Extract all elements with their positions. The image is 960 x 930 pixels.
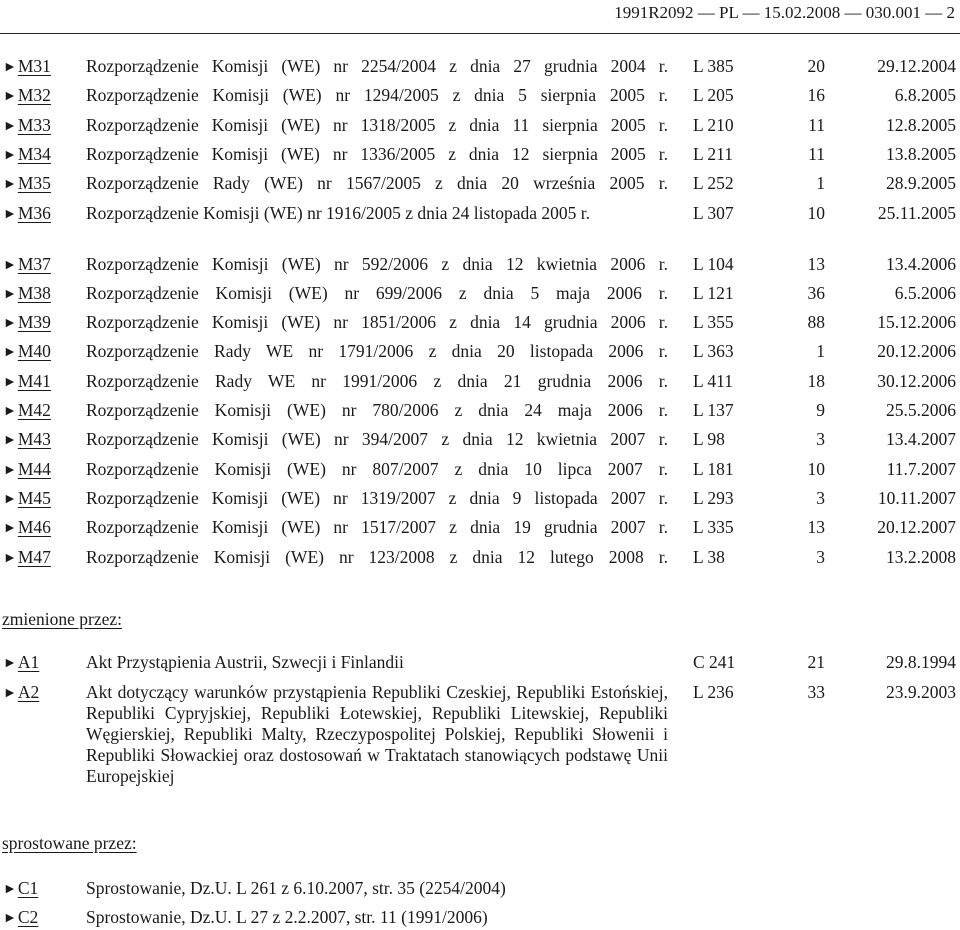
arrow-right-icon: ► <box>3 89 17 105</box>
arrow-right-icon: ► <box>3 911 17 926</box>
reference-description: Rozporządzenie Komisji (WE) nr 123/2008 z dnia 12 lutego 2008 r. <box>86 546 668 567</box>
reference-description: Rozporządzenie Komisji (WE) nr 1336/2005 z dnia 12 sierpnia 2005 r. <box>86 143 668 164</box>
publication-date: 28.9.2005 <box>886 173 956 194</box>
page-number: 3 <box>816 429 825 450</box>
page-number: 88 <box>807 312 825 333</box>
reference-marker <box>3 115 51 137</box>
reference-marker <box>3 371 51 393</box>
reference-code-link[interactable]: M45 <box>17 487 51 508</box>
reference-marker <box>3 85 51 107</box>
reference-description: Rozporządzenie Rady (WE) nr 1567/2005 z dnia 20 września 2005 r. <box>86 173 668 194</box>
reference-description: Sprostowanie, Dz.U. L 261 z 6.10.2007, str. 35 (2254/2004) <box>86 878 506 898</box>
reference-description: Rozporządzenie Komisji (WE) nr 1319/2007 z dnia 9 listopada 2007 r. <box>86 487 668 508</box>
reference-marker <box>3 547 51 569</box>
reference-marker <box>3 878 38 900</box>
reference-code-link[interactable]: M43 <box>17 429 51 450</box>
reference-marker <box>3 459 51 481</box>
reference-marker <box>3 341 51 363</box>
page-number: 10 <box>807 458 825 479</box>
page-number: 20 <box>807 56 825 76</box>
reference-description: Rozporządzenie Komisji (WE) nr 1318/2005 z dnia 11 sierpnia 2005 r. <box>86 114 668 135</box>
publication-date: 30.12.2006 <box>877 370 956 391</box>
reference-code-link[interactable]: M38 <box>17 282 51 303</box>
journal-reference: L 307 <box>693 202 734 223</box>
reference-code-link[interactable]: C2 <box>17 907 39 927</box>
reference-code-link[interactable]: M39 <box>17 312 51 333</box>
reference-code-link[interactable]: M36 <box>17 202 51 223</box>
reference-description: Rozporządzenie Rady WE nr 1991/2006 z dnia 21 grudnia 2006 r. <box>86 370 668 391</box>
publication-date: 12.8.2005 <box>886 114 956 135</box>
arrow-right-icon: ► <box>3 491 17 507</box>
reference-description: Rozporządzenie Komisji (WE) nr 1517/2007 z dnia 19 grudnia 2007 r. <box>86 517 668 538</box>
page-number: 3 <box>816 546 825 567</box>
reference-code-link[interactable]: M47 <box>17 546 51 567</box>
page-number: 11 <box>808 114 825 135</box>
reference-description: Akt Przystąpienia Austrii, Szwecji i Finlandii <box>86 652 404 672</box>
reference-code-link[interactable]: M34 <box>17 143 51 164</box>
publication-date: 20.12.2006 <box>877 341 956 362</box>
journal-reference: C 241 <box>693 652 736 672</box>
reference-marker <box>3 254 51 276</box>
reference-marker <box>3 488 51 510</box>
reference-marker <box>3 203 51 225</box>
page-number: 13 <box>807 517 825 538</box>
reference-marker <box>3 144 51 166</box>
reference-description: Rozporządzenie Komisji (WE) nr 1851/2006 z dnia 14 grudnia 2006 r. <box>86 312 668 333</box>
arrow-right-icon: ► <box>3 206 17 222</box>
corrected-by-label: sprostowane przez: <box>2 833 137 853</box>
publication-date: 25.5.2006 <box>886 400 956 420</box>
publication-date: 23.9.2003 <box>886 682 956 702</box>
arrow-right-icon: ► <box>3 147 17 163</box>
journal-reference: L 236 <box>693 682 734 702</box>
publication-date: 6.5.2006 <box>894 282 956 303</box>
reference-marker <box>3 682 39 704</box>
publication-date: 13.2.2008 <box>886 546 956 567</box>
arrow-right-icon: ► <box>3 118 17 134</box>
reference-marker <box>3 907 38 929</box>
arrow-right-icon: ► <box>3 345 17 361</box>
publication-date: 20.12.2007 <box>877 517 956 538</box>
arrow-right-icon: ► <box>3 404 17 419</box>
publication-date: 6.8.2005 <box>894 85 956 106</box>
reference-description: Rozporządzenie Komisji (WE) nr 699/2006 z dnia 5 maja 2006 r. <box>86 282 668 303</box>
reference-description: Rozporządzenie Komisji (WE) nr 2254/2004 z dnia 27 grudnia 2004 r. <box>86 56 668 76</box>
journal-reference: L 210 <box>693 114 734 135</box>
journal-reference: L 252 <box>693 173 734 194</box>
arrow-right-icon: ► <box>3 656 17 671</box>
reference-description: Rozporządzenie Komisji (WE) nr 1916/2005 z dnia 24 listopada 2005 r. <box>86 202 590 223</box>
page-number: 10 <box>807 202 825 223</box>
arrow-right-icon: ► <box>3 177 17 193</box>
publication-date: 13.4.2006 <box>886 253 956 274</box>
reference-marker <box>3 429 51 451</box>
journal-reference: L 363 <box>693 341 734 362</box>
arrow-right-icon: ► <box>3 686 17 701</box>
publication-date: 29.8.1994 <box>886 652 956 672</box>
reference-marker <box>3 283 51 305</box>
reference-code-link[interactable]: C1 <box>17 878 39 898</box>
page-number: 13 <box>807 253 825 274</box>
reference-description: Rozporządzenie Komisji (WE) nr 394/2007 z dnia 12 kwietnia 2007 r. <box>86 429 668 450</box>
journal-reference: L 38 <box>693 546 725 567</box>
arrow-right-icon: ► <box>3 433 17 449</box>
publication-date: 10.11.2007 <box>877 487 956 508</box>
publication-date: 11.7.2007 <box>886 458 956 479</box>
journal-reference: L 104 <box>693 253 734 274</box>
page-number: 33 <box>807 682 825 702</box>
arrow-right-icon: ► <box>3 374 17 390</box>
page-number: 9 <box>816 400 825 420</box>
arrow-right-icon: ► <box>3 316 17 332</box>
reference-marker <box>3 56 51 78</box>
amended-by-label: zmienione przez: <box>2 609 123 629</box>
reference-description: Akt dotyczący warunków przystąpienia Republiki Czeskiej, Republiki Estońskiej, Republiki Cypryjskiej, Republiki Łotewskiej, Republiki Litewskiej, Republiki Węgierskiej, Republiki Malty, Rzeczypospolitej Polskiej, Republiki Słowenii i Republiki Słowackiej oraz dostosowań w Traktatach stanowiących podstawę Unii Europejskiej <box>86 682 668 786</box>
arrow-right-icon: ► <box>3 462 17 478</box>
reference-marker <box>3 517 51 539</box>
reference-code-link[interactable]: A2 <box>17 682 40 702</box>
arrow-right-icon: ► <box>3 550 17 566</box>
page-number: 1 <box>816 341 825 362</box>
reference-code-link[interactable]: M42 <box>17 400 51 420</box>
arrow-right-icon: ► <box>3 882 17 897</box>
reference-marker <box>3 312 51 334</box>
journal-reference: L 385 <box>693 56 734 76</box>
arrow-right-icon: ► <box>3 60 17 75</box>
arrow-right-icon: ► <box>3 286 17 302</box>
reference-description: Sprostowanie, Dz.U. L 27 z 2.2.2007, str. 11 (1991/2006) <box>86 907 488 927</box>
reference-description: Rozporządzenie Rady WE nr 1791/2006 z dnia 20 listopada 2006 r. <box>86 341 668 362</box>
publication-date: 25.11.2005 <box>877 202 956 223</box>
reference-code-link[interactable]: A1 <box>17 652 40 672</box>
reference-code-link[interactable]: M32 <box>17 85 51 106</box>
arrow-right-icon: ► <box>3 521 17 537</box>
page-number: 21 <box>807 652 825 672</box>
document-header: 1991R2092 — PL — 15.02.2008 — 030.001 — 2 <box>614 3 955 22</box>
page-number: 36 <box>807 282 825 303</box>
page-number: 1 <box>816 173 825 194</box>
journal-reference: L 98 <box>693 429 725 450</box>
journal-reference: L 335 <box>693 517 734 538</box>
reference-code-link[interactable]: M46 <box>17 517 51 538</box>
journal-reference: L 121 <box>693 282 734 303</box>
reference-code-link[interactable]: M40 <box>17 341 51 362</box>
publication-date: 13.8.2005 <box>886 143 956 164</box>
reference-description: Rozporządzenie Komisji (WE) nr 1294/2005 z dnia 5 sierpnia 2005 r. <box>86 85 668 106</box>
publication-date: 29.12.2004 <box>877 56 956 76</box>
reference-description: Rozporządzenie Komisji (WE) nr 592/2006 z dnia 12 kwietnia 2006 r. <box>86 253 668 274</box>
page-number: 18 <box>807 370 825 391</box>
journal-reference: L 355 <box>693 312 734 333</box>
reference-code-link[interactable]: M37 <box>17 253 51 274</box>
journal-reference: L 293 <box>693 487 734 508</box>
reference-marker <box>3 400 51 422</box>
publication-date: 13.4.2007 <box>886 429 956 450</box>
reference-code-link[interactable]: M31 <box>17 56 51 76</box>
reference-description: Rozporządzenie Komisji (WE) nr 807/2007 z dnia 10 lipca 2007 r. <box>86 458 668 479</box>
journal-reference: L 137 <box>693 400 734 420</box>
page-number: 11 <box>808 143 825 164</box>
reference-marker <box>3 652 39 674</box>
page-number: 16 <box>807 85 825 106</box>
arrow-right-icon: ► <box>3 257 17 273</box>
reference-code-link[interactable]: M44 <box>17 458 51 479</box>
reference-code-link[interactable]: M35 <box>17 173 51 194</box>
reference-code-link[interactable]: M33 <box>17 114 51 135</box>
page-number: 3 <box>816 487 825 508</box>
reference-marker <box>3 173 51 195</box>
header-divider <box>0 33 960 34</box>
journal-reference: L 211 <box>693 143 734 164</box>
journal-reference: L 181 <box>693 458 734 479</box>
journal-reference: L 411 <box>693 370 734 391</box>
journal-reference: L 205 <box>693 85 734 106</box>
publication-date: 15.12.2006 <box>877 312 956 333</box>
reference-code-link[interactable]: M41 <box>17 370 51 391</box>
reference-description: Rozporządzenie Komisji (WE) nr 780/2006 z dnia 24 maja 2006 r. <box>86 400 668 420</box>
